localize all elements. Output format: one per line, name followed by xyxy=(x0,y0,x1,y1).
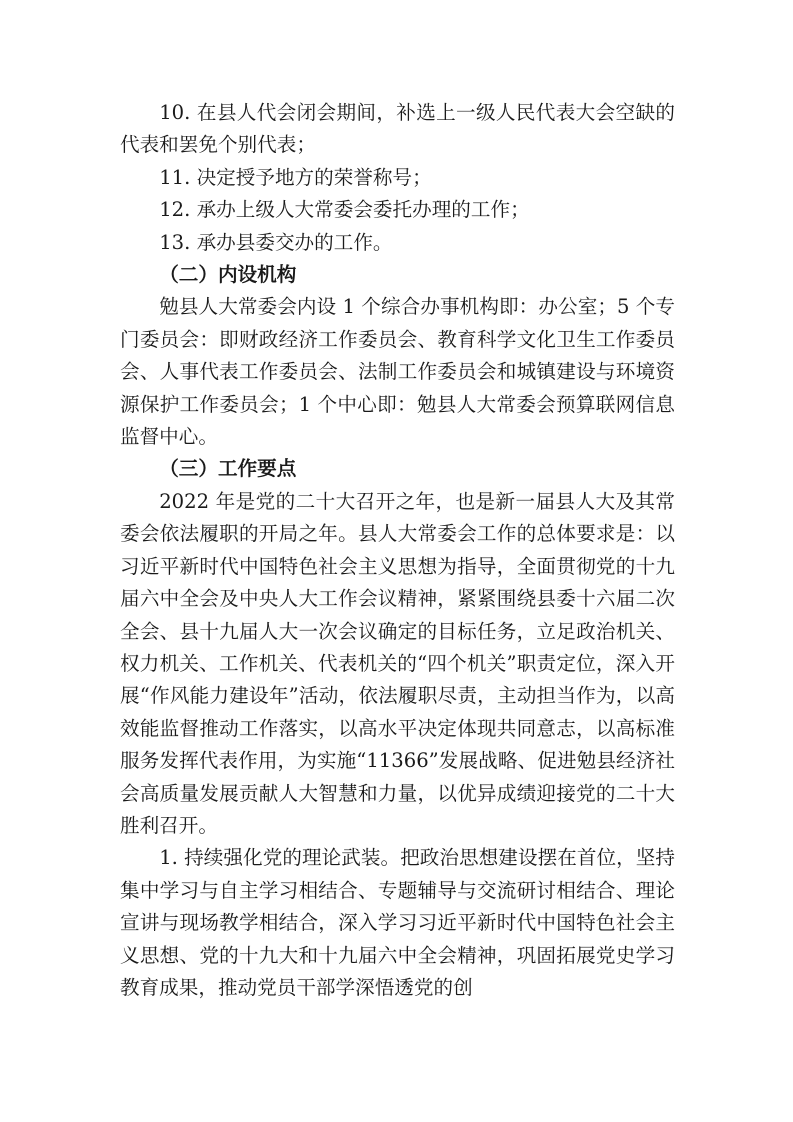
point-1-paragraph: 1. 持续强化党的理论武装。把政治思想建设摆在首位，坚持集中学习与自主学习相结合、专题辅导与交流研讨相结合、理论宣讲与现场教学相结合，深入学习习近平新时代中国特色社会主义思想、党的十九大和十九届六中全会精神，巩固拓展党史学习教育成果，推动党员干部学深悟透党的创 xyxy=(120,846,675,999)
item-12: 12. 承办上级人大常委会委托办理的工作； xyxy=(159,198,530,222)
item-11: 11. 决定授予地方的荣誉称号； xyxy=(159,165,432,189)
section-heading-work-points: （三）工作要点 xyxy=(159,457,297,481)
work-points-paragraph: 2022 年是党的二十大召开之年，也是新一届县人大及其常委会依法履职的开局之年。县人大常委会工作的总体要求是：以习近平新时代中国特色社会主义思想为指导，全面贯彻党的十九届六中全会及中央人大工作会议精神，紧紧围绕县委十六届二次全会、县十九届人大一次会议确定的目标任务，立足政治机关、权力机关、工作机关、代表机关的“四个机关”职责定位，深入开展“作风能力建设年”活动，依法履职尽责，主动担当作为，以高效能监督推动工作落实，以高水平决定体现共同意志，以高标准服务发挥代表作用，为实施“11366”发展战略、促进勉县经济社会高质量发展贡献人大智慧和力量，以优异成绩迎接党的二十大胜利召开。 xyxy=(120,489,675,837)
item-13: 13. 承办县委交办的工作。 xyxy=(159,230,393,254)
document-page xyxy=(120,97,675,1004)
item-10: 10. 在县人代会闭会期间，补选上一级人民代表大会空缺的代表和罢免个别代表； xyxy=(120,101,675,157)
section-heading-internal-institutions: （二）内设机构 xyxy=(159,263,297,287)
internal-institutions-paragraph: 勉县人大常委会内设 1 个综合办事机构即：办公室；5 个专门委员会：即财政经济工作委员会、教育科学文化卫生工作委员会、人事代表工作委员会、法制工作委员会和城镇建设与环境资源保护工作委员会；1 个中心即：勉县人大常委会预算联网信息监督中心。 xyxy=(120,295,675,449)
